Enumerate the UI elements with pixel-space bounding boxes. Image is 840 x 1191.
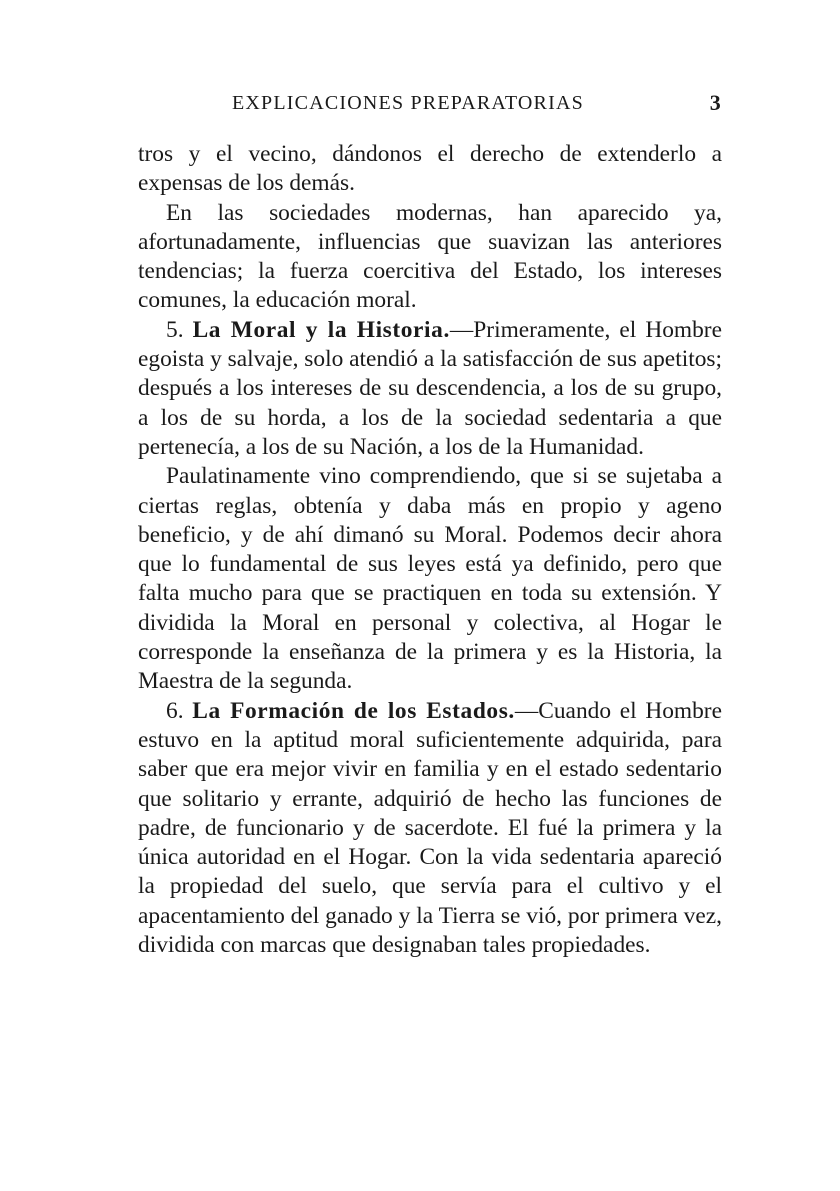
section-number: 5. bbox=[166, 316, 184, 343]
section-number: 6. bbox=[166, 697, 184, 724]
running-title: EXPLICACIONES PREPARATORIAS bbox=[232, 92, 584, 114]
paragraph-text: —Primeramente, el Hombre egoista y salvaje, solo atendió a la satisfacción de sus apetitos; después a los intereses de su descendencia, a los de su grupo, a los de su horda, a los de la sociedad sedentaria a que pertenecía, a los de su Nación, a los de la Humanidad. bbox=[138, 316, 722, 460]
paragraph bbox=[138, 462, 722, 696]
paragraph-text: —Cuando el Hombre estuvo en la aptitud moral suficientemente adquirida, para saber que era mejor vivir en familia y en el estado sedentario que solitario y errante, adquirió de hecho las funciones de padre, de funcionario y de sacerdote. El fué la primera y la única autoridad en el Hogar. Con la vida sedentaria apareció la propiedad del suelo, que servía para el cultivo y el apacentamiento del ganado y la Tierra se vió, por primera vez, dividida con marcas que designaban tales propiedades. bbox=[138, 697, 722, 959]
book-page bbox=[138, 88, 722, 960]
section-heading: La Formación de los Estados. bbox=[192, 697, 515, 724]
paragraph-continuation bbox=[138, 140, 722, 199]
paragraph-text: En las sociedades modernas, han aparecido ya, afortunadamente, influencias que suavizan las anteriores tendencias; la fuerza coercitiva del Estado, los intereses comunes, la educación moral. bbox=[138, 199, 722, 314]
paragraph bbox=[138, 199, 722, 316]
running-header bbox=[138, 88, 722, 122]
page-number: 3 bbox=[709, 90, 722, 115]
section-5-paragraph bbox=[138, 316, 722, 462]
body-text bbox=[138, 140, 722, 960]
section-6-paragraph bbox=[138, 697, 722, 961]
paragraph-text: tros y el vecino, dándonos el derecho de extenderlo a expensas de los demás. bbox=[138, 141, 722, 197]
paragraph-text: Paulatinamente vino comprendiendo, que si se sujetaba a ciertas reglas, obtenía y daba más en propio y ageno beneficio, y de ahí dimanó su Moral. Podemos decir ahora que lo fundamental de sus leyes está ya definido, pero que falta mucho para que se practiquen en toda su extensión. Y dividida la Moral en personal y colectiva, al Hogar le corresponde la enseñanza de la primera y es la Historia, la Maestra de la segunda. bbox=[138, 463, 722, 695]
section-heading: La Moral y la Historia. bbox=[192, 316, 450, 343]
